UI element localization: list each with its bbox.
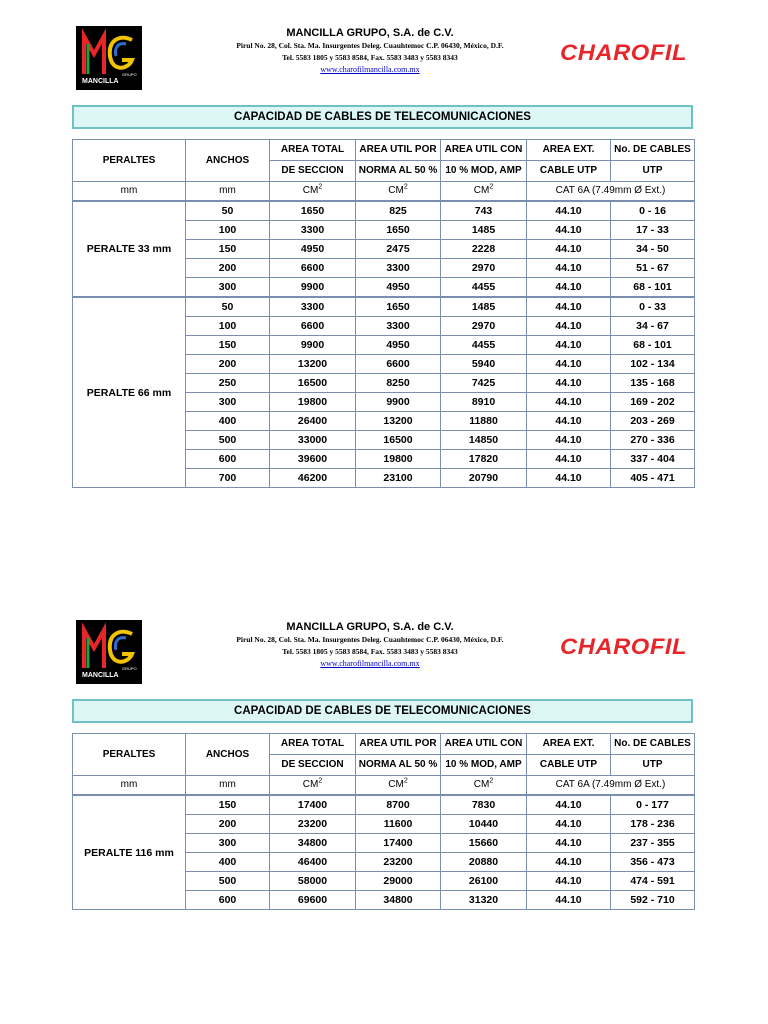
area-ext-cell: 44.10 xyxy=(527,853,611,872)
cables-cell: 0 - 16 xyxy=(611,201,695,221)
header-peraltes: PERALTES xyxy=(73,140,186,182)
cables-cell: 68 - 101 xyxy=(611,336,695,355)
area-ext-cell: 44.10 xyxy=(527,259,611,278)
logo-small-text: GRUPO xyxy=(122,666,137,671)
header-cables-2: UTP xyxy=(611,161,695,182)
company-phones: Tel. 5583 1805 y 5583 8584, Fax. 5583 3483 y 5583 8343 xyxy=(282,647,458,656)
header-area-total-2: DE SECCION xyxy=(270,755,356,776)
unit-cm2 xyxy=(270,182,356,202)
ancho-cell: 200 xyxy=(186,355,270,374)
area-util-mod-cell: 20880 xyxy=(441,853,527,872)
area-ext-cell: 44.10 xyxy=(527,393,611,412)
area-total-cell: 6600 xyxy=(270,317,356,336)
unit-sup: 2 xyxy=(318,777,323,785)
header-row xyxy=(73,140,695,161)
area-util-mod-cell: 2970 xyxy=(441,259,527,278)
unit-mm-ancho: mm xyxy=(186,182,270,202)
unit-cm-text: CM xyxy=(388,185,404,196)
ancho-cell: 250 xyxy=(186,374,270,393)
company-phones: Tel. 5583 1805 y 5583 8584, Fax. 5583 3483 y 5583 8343 xyxy=(282,53,458,62)
logo-graphic xyxy=(76,26,142,90)
peralte-label: PERALTE 66 mm xyxy=(73,297,186,488)
units-row xyxy=(73,182,695,202)
area-ext-cell: 44.10 xyxy=(527,872,611,891)
area-total-cell: 58000 xyxy=(270,872,356,891)
company-name: MANCILLA GRUPO, S.A. de C.V. xyxy=(286,27,454,39)
area-util-norma-cell: 4950 xyxy=(356,278,441,298)
table-row xyxy=(73,297,695,317)
cables-cell: 17 - 33 xyxy=(611,221,695,240)
table-body xyxy=(73,795,695,910)
area-ext-cell: 44.10 xyxy=(527,412,611,431)
ancho-cell: 150 xyxy=(186,336,270,355)
area-util-norma-cell: 8700 xyxy=(356,795,441,815)
header-area-ext-2: CABLE UTP xyxy=(527,755,611,776)
area-ext-cell: 44.10 xyxy=(527,450,611,469)
area-util-mod-cell: 7830 xyxy=(441,795,527,815)
area-util-norma-cell: 2475 xyxy=(356,240,441,259)
area-util-mod-cell: 14850 xyxy=(441,431,527,450)
ancho-cell: 400 xyxy=(186,853,270,872)
area-util-mod-cell: 1485 xyxy=(441,297,527,317)
area-total-cell: 46200 xyxy=(270,469,356,488)
ancho-cell: 200 xyxy=(186,259,270,278)
area-util-mod-cell: 5940 xyxy=(441,355,527,374)
cables-cell: 51 - 67 xyxy=(611,259,695,278)
unit-mm-ancho: mm xyxy=(186,776,270,796)
ancho-cell: 500 xyxy=(186,872,270,891)
header-area-total: AREA TOTAL xyxy=(270,140,356,161)
unit-cm2 xyxy=(441,182,527,202)
logo-graphic xyxy=(76,620,142,684)
company-address: Pirul No. 28, Col. Sta. Ma. Insurgentes Deleg. Cuauhtemoc C.P. 06430, México, D.F. xyxy=(236,635,504,644)
ancho-cell: 500 xyxy=(186,431,270,450)
unit-cm2 xyxy=(356,776,441,796)
area-ext-cell: 44.10 xyxy=(527,221,611,240)
area-util-mod-cell: 31320 xyxy=(441,891,527,910)
area-ext-cell: 44.10 xyxy=(527,355,611,374)
unit-sup: 2 xyxy=(403,183,408,191)
area-total-cell: 34800 xyxy=(270,834,356,853)
table-title: CAPACIDAD DE CABLES DE TELECOMUNICACIONES xyxy=(72,105,693,129)
area-util-norma-cell: 16500 xyxy=(356,431,441,450)
table-row xyxy=(73,201,695,221)
charofil-brand-logo: CHAROFIL xyxy=(560,40,688,65)
area-util-mod-cell: 2970 xyxy=(441,317,527,336)
area-util-norma-cell: 17400 xyxy=(356,834,441,853)
peralte-label: PERALTE 116 mm xyxy=(73,795,186,910)
ancho-cell: 100 xyxy=(186,317,270,336)
ancho-cell: 50 xyxy=(186,297,270,317)
unit-cm-text: CM xyxy=(473,779,490,790)
cables-cell: 178 - 236 xyxy=(611,815,695,834)
units-row xyxy=(73,776,695,796)
area-util-mod-cell: 20790 xyxy=(441,469,527,488)
area-util-mod-cell: 17820 xyxy=(441,450,527,469)
cables-cell: 0 - 177 xyxy=(611,795,695,815)
company-header xyxy=(200,620,540,669)
ancho-cell: 700 xyxy=(186,469,270,488)
area-util-mod-cell: 8910 xyxy=(441,393,527,412)
unit-cat6a: CAT 6A (7.49mm Ø Ext.) xyxy=(527,182,695,202)
area-total-cell: 16500 xyxy=(270,374,356,393)
area-total-cell: 1650 xyxy=(270,201,356,221)
ancho-cell: 400 xyxy=(186,412,270,431)
area-total-cell: 3300 xyxy=(270,221,356,240)
unit-cm-text: CM xyxy=(473,185,490,196)
company-logo xyxy=(76,620,142,684)
company-website-link[interactable]: www.charofilmancilla.com.mx xyxy=(320,65,420,74)
area-ext-cell: 44.10 xyxy=(527,317,611,336)
peralte-label: PERALTE 33 mm xyxy=(73,201,186,297)
ancho-cell: 600 xyxy=(186,450,270,469)
company-website-link[interactable]: www.charofilmancilla.com.mx xyxy=(320,659,420,668)
area-util-mod-cell: 4455 xyxy=(441,278,527,298)
cables-cell: 203 - 269 xyxy=(611,412,695,431)
cables-cell: 34 - 50 xyxy=(611,240,695,259)
logo-text: MANCILLA xyxy=(82,78,119,85)
area-total-cell: 9900 xyxy=(270,278,356,298)
logo-text: MANCILLA xyxy=(82,672,119,679)
area-total-cell: 46400 xyxy=(270,853,356,872)
area-total-cell: 23200 xyxy=(270,815,356,834)
header-util-norma: AREA UTIL POR xyxy=(356,734,441,755)
area-util-mod-cell: 1485 xyxy=(441,221,527,240)
area-ext-cell: 44.10 xyxy=(527,891,611,910)
unit-sup: 2 xyxy=(403,777,408,785)
area-util-norma-cell: 29000 xyxy=(356,872,441,891)
header-util-mod: AREA UTIL CON xyxy=(441,140,527,161)
header-anchos: ANCHOS xyxy=(186,140,270,182)
area-total-cell: 4950 xyxy=(270,240,356,259)
area-util-norma-cell: 11600 xyxy=(356,815,441,834)
unit-cm-text: CM xyxy=(388,779,404,790)
ancho-cell: 300 xyxy=(186,834,270,853)
unit-cm2 xyxy=(441,776,527,796)
ancho-cell: 50 xyxy=(186,201,270,221)
header-util-norma-2: NORMA AL 50 % xyxy=(356,161,441,182)
area-util-norma-cell: 8250 xyxy=(356,374,441,393)
unit-mm-peralte: mm xyxy=(73,776,186,796)
header-area-total: AREA TOTAL xyxy=(270,734,356,755)
area-util-norma-cell: 3300 xyxy=(356,259,441,278)
area-total-cell: 3300 xyxy=(270,297,356,317)
header-area-ext: AREA EXT. xyxy=(527,734,611,755)
cables-cell: 0 - 33 xyxy=(611,297,695,317)
area-util-norma-cell: 9900 xyxy=(356,393,441,412)
area-total-cell: 13200 xyxy=(270,355,356,374)
cables-cell: 237 - 355 xyxy=(611,834,695,853)
area-total-cell: 33000 xyxy=(270,431,356,450)
company-header xyxy=(200,26,540,75)
area-total-cell: 39600 xyxy=(270,450,356,469)
header-util-mod-2: 10 % MOD, AMP xyxy=(441,755,527,776)
cables-cell: 135 - 168 xyxy=(611,374,695,393)
area-util-norma-cell: 19800 xyxy=(356,450,441,469)
area-ext-cell: 44.10 xyxy=(527,834,611,853)
area-ext-cell: 44.10 xyxy=(527,469,611,488)
area-ext-cell: 44.10 xyxy=(527,795,611,815)
cables-cell: 356 - 473 xyxy=(611,853,695,872)
area-util-mod-cell: 26100 xyxy=(441,872,527,891)
table-body xyxy=(73,201,695,488)
unit-cat6a: CAT 6A (7.49mm Ø Ext.) xyxy=(527,776,695,796)
header-cables: No. DE CABLES xyxy=(611,140,695,161)
capacity-table-1 xyxy=(72,139,695,488)
area-util-mod-cell: 743 xyxy=(441,201,527,221)
area-ext-cell: 44.10 xyxy=(527,240,611,259)
cables-cell: 102 - 134 xyxy=(611,355,695,374)
ancho-cell: 300 xyxy=(186,393,270,412)
cables-cell: 592 - 710 xyxy=(611,891,695,910)
ancho-cell: 200 xyxy=(186,815,270,834)
unit-sup: 2 xyxy=(318,183,323,191)
capacity-table-2 xyxy=(72,733,695,910)
table-row xyxy=(73,795,695,815)
area-util-norma-cell: 6600 xyxy=(356,355,441,374)
company-address: Pirul No. 28, Col. Sta. Ma. Insurgentes Deleg. Cuauhtemoc C.P. 06430, México, D.F. xyxy=(236,41,504,50)
area-util-mod-cell: 7425 xyxy=(441,374,527,393)
cables-cell: 474 - 591 xyxy=(611,872,695,891)
unit-mm-peralte: mm xyxy=(73,182,186,202)
area-util-norma-cell: 1650 xyxy=(356,297,441,317)
header-row xyxy=(73,734,695,755)
area-util-norma-cell: 23200 xyxy=(356,853,441,872)
area-total-cell: 69600 xyxy=(270,891,356,910)
area-total-cell: 19800 xyxy=(270,393,356,412)
area-util-norma-cell: 3300 xyxy=(356,317,441,336)
area-util-norma-cell: 1650 xyxy=(356,221,441,240)
header-util-mod: AREA UTIL CON xyxy=(441,734,527,755)
ancho-cell: 600 xyxy=(186,891,270,910)
area-util-norma-cell: 825 xyxy=(356,201,441,221)
area-total-cell: 6600 xyxy=(270,259,356,278)
area-util-norma-cell: 23100 xyxy=(356,469,441,488)
charofil-brand-logo: CHAROFIL xyxy=(560,634,688,659)
header-area-ext-2: CABLE UTP xyxy=(527,161,611,182)
cables-cell: 68 - 101 xyxy=(611,278,695,298)
cables-cell: 337 - 404 xyxy=(611,450,695,469)
header-anchos: ANCHOS xyxy=(186,734,270,776)
unit-cm2 xyxy=(270,776,356,796)
area-util-norma-cell: 4950 xyxy=(356,336,441,355)
header-util-mod-2: 10 % MOD, AMP xyxy=(441,161,527,182)
cables-cell: 169 - 202 xyxy=(611,393,695,412)
area-util-norma-cell: 34800 xyxy=(356,891,441,910)
cables-cell: 34 - 67 xyxy=(611,317,695,336)
unit-cm2 xyxy=(356,182,441,202)
unit-cm-text: CM xyxy=(302,779,319,790)
header-peraltes: PERALTES xyxy=(73,734,186,776)
area-total-cell: 17400 xyxy=(270,795,356,815)
unit-cm-text: CM xyxy=(302,185,319,196)
area-ext-cell: 44.10 xyxy=(527,201,611,221)
area-ext-cell: 44.10 xyxy=(527,815,611,834)
header-cables-2: UTP xyxy=(611,755,695,776)
area-util-mod-cell: 4455 xyxy=(441,336,527,355)
header-util-norma-2: NORMA AL 50 % xyxy=(356,755,441,776)
area-util-mod-cell: 15660 xyxy=(441,834,527,853)
area-ext-cell: 44.10 xyxy=(527,278,611,298)
cables-cell: 405 - 471 xyxy=(611,469,695,488)
ancho-cell: 150 xyxy=(186,240,270,259)
table-title: CAPACIDAD DE CABLES DE TELECOMUNICACIONES xyxy=(72,699,693,723)
ancho-cell: 150 xyxy=(186,795,270,815)
header-area-ext: AREA EXT. xyxy=(527,140,611,161)
company-name: MANCILLA GRUPO, S.A. de C.V. xyxy=(286,621,454,633)
area-util-mod-cell: 10440 xyxy=(441,815,527,834)
header-util-norma: AREA UTIL POR xyxy=(356,140,441,161)
area-util-norma-cell: 13200 xyxy=(356,412,441,431)
area-total-cell: 26400 xyxy=(270,412,356,431)
area-ext-cell: 44.10 xyxy=(527,297,611,317)
cables-cell: 270 - 336 xyxy=(611,431,695,450)
ancho-cell: 300 xyxy=(186,278,270,298)
area-ext-cell: 44.10 xyxy=(527,431,611,450)
area-util-mod-cell: 2228 xyxy=(441,240,527,259)
area-util-mod-cell: 11880 xyxy=(441,412,527,431)
ancho-cell: 100 xyxy=(186,221,270,240)
logo-small-text: GRUPO xyxy=(122,72,137,77)
company-logo xyxy=(76,26,142,90)
unit-sup: 2 xyxy=(489,183,494,191)
unit-sup: 2 xyxy=(489,777,494,785)
area-total-cell: 9900 xyxy=(270,336,356,355)
header-cables: No. DE CABLES xyxy=(611,734,695,755)
area-ext-cell: 44.10 xyxy=(527,336,611,355)
area-ext-cell: 44.10 xyxy=(527,374,611,393)
header-area-total-2: DE SECCION xyxy=(270,161,356,182)
